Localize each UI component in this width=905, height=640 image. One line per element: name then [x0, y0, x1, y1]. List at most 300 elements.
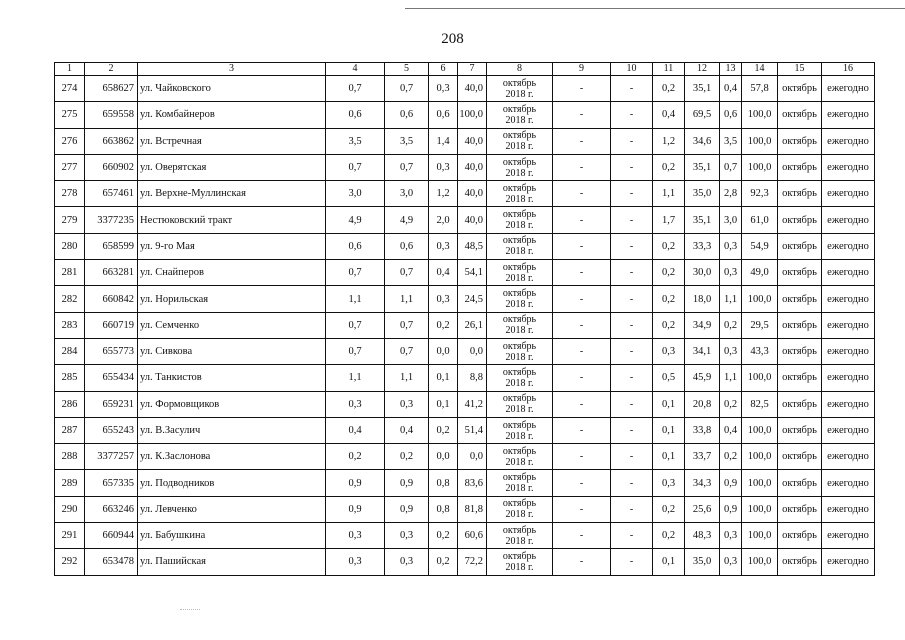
value-cell: 1,1	[326, 365, 385, 391]
column-header: 6	[429, 63, 458, 76]
value-cell: 0,6	[429, 102, 458, 128]
value-cell: 0,0	[458, 338, 487, 364]
num-cell: 279	[55, 207, 85, 233]
code-cell: 660842	[85, 286, 138, 312]
street-cell: ул. Левченко	[138, 496, 326, 522]
month-cell: октябрь	[778, 312, 822, 338]
dash-cell: -	[611, 444, 653, 470]
value-cell: 92,3	[742, 181, 778, 207]
date-line: октябрь	[502, 182, 537, 194]
value-cell: 0,4	[720, 417, 742, 443]
date-line: 2018 г.	[505, 561, 534, 573]
code-cell: 663246	[85, 496, 138, 522]
code-cell: 660719	[85, 312, 138, 338]
month-cell: октябрь	[778, 338, 822, 364]
code-cell: 658599	[85, 233, 138, 259]
street-cell: ул. Бабушкина	[138, 523, 326, 549]
date-line: октябрь	[502, 156, 537, 168]
period-cell: ежегодно	[822, 338, 875, 364]
date-line: 2018 г.	[505, 535, 534, 547]
code-cell: 655434	[85, 365, 138, 391]
month-cell: октябрь	[778, 181, 822, 207]
column-header: 14	[742, 63, 778, 76]
value-cell: 0,2	[429, 549, 458, 575]
value-cell: 0,7	[385, 338, 429, 364]
dash-cell: -	[553, 496, 611, 522]
value-cell: 0,9	[385, 496, 429, 522]
dash-cell: -	[611, 128, 653, 154]
street-cell: ул. Танкистов	[138, 365, 326, 391]
header-row	[55, 63, 875, 76]
dash-cell: -	[611, 102, 653, 128]
value-cell: 57,8	[742, 76, 778, 102]
value-cell: 3,0	[385, 181, 429, 207]
value-cell: 35,1	[685, 207, 720, 233]
value-cell: 0,8	[429, 496, 458, 522]
value-cell: 0,6	[326, 102, 385, 128]
value-cell: 0,4	[429, 260, 458, 286]
value-cell: 0,7	[326, 338, 385, 364]
value-cell: 60,6	[458, 523, 487, 549]
street-cell: ул. Подводников	[138, 470, 326, 496]
value-cell: 18,0	[685, 286, 720, 312]
period-cell: ежегодно	[822, 207, 875, 233]
value-cell: 0,3	[429, 154, 458, 180]
dash-cell: -	[611, 365, 653, 391]
value-cell: 0,3	[720, 338, 742, 364]
value-cell: 0,2	[653, 233, 685, 259]
date-cell	[487, 181, 553, 207]
value-cell: 0,7	[385, 76, 429, 102]
value-cell: 1,1	[385, 286, 429, 312]
top-rule	[405, 8, 905, 9]
date-line: 2018 г.	[505, 483, 534, 495]
value-cell: 0,3	[429, 286, 458, 312]
value-cell: 0,2	[653, 260, 685, 286]
date-line: 2018 г.	[505, 351, 534, 363]
data-table	[54, 62, 875, 576]
value-cell: 3,0	[720, 207, 742, 233]
column-header: 3	[138, 63, 326, 76]
period-cell: ежегодно	[822, 102, 875, 128]
value-cell: 1,1	[653, 181, 685, 207]
date-line: октябрь	[502, 550, 537, 562]
value-cell: 0,2	[720, 444, 742, 470]
date-cell	[487, 286, 553, 312]
period-cell: ежегодно	[822, 444, 875, 470]
value-cell: 100,0	[742, 365, 778, 391]
dash-cell: -	[553, 207, 611, 233]
dash-cell: -	[611, 470, 653, 496]
dash-cell: -	[611, 233, 653, 259]
dash-cell: -	[553, 444, 611, 470]
code-cell: 653478	[85, 549, 138, 575]
value-cell: 0,9	[720, 470, 742, 496]
value-cell: 0,1	[653, 444, 685, 470]
date-line: октябрь	[502, 103, 537, 115]
value-cell: 83,6	[458, 470, 487, 496]
date-cell	[487, 549, 553, 575]
num-cell: 274	[55, 76, 85, 102]
period-cell: ежегодно	[822, 233, 875, 259]
value-cell: 0,2	[653, 76, 685, 102]
value-cell: 1,1	[326, 286, 385, 312]
date-line: 2018 г.	[505, 509, 534, 521]
value-cell: 0,3	[385, 391, 429, 417]
table-row	[55, 365, 875, 391]
value-cell: 33,8	[685, 417, 720, 443]
street-cell: ул. К.Заслонова	[138, 444, 326, 470]
table-row	[55, 286, 875, 312]
num-cell: 285	[55, 365, 85, 391]
value-cell: 0,1	[653, 417, 685, 443]
value-cell: 2,8	[720, 181, 742, 207]
value-cell: 100,0	[742, 128, 778, 154]
value-cell: 82,5	[742, 391, 778, 417]
value-cell: 0,4	[385, 417, 429, 443]
month-cell: октябрь	[778, 128, 822, 154]
value-cell: 29,5	[742, 312, 778, 338]
value-cell: 33,7	[685, 444, 720, 470]
value-cell: 0,3	[429, 233, 458, 259]
column-header: 12	[685, 63, 720, 76]
date-line: 2018 г.	[505, 377, 534, 389]
period-cell: ежегодно	[822, 391, 875, 417]
num-cell: 292	[55, 549, 85, 575]
column-header: 15	[778, 63, 822, 76]
date-cell	[487, 391, 553, 417]
dash-cell: -	[611, 391, 653, 417]
value-cell: 0,0	[458, 444, 487, 470]
value-cell: 33,3	[685, 233, 720, 259]
value-cell: 0,3	[653, 338, 685, 364]
date-line: октябрь	[502, 366, 537, 378]
column-header: 4	[326, 63, 385, 76]
value-cell: 0,0	[429, 444, 458, 470]
street-cell: ул. Комбайнеров	[138, 102, 326, 128]
value-cell: 40,0	[458, 207, 487, 233]
value-cell: 25,6	[685, 496, 720, 522]
date-cell	[487, 312, 553, 338]
table-body	[55, 76, 875, 576]
value-cell: 49,0	[742, 260, 778, 286]
month-cell: октябрь	[778, 260, 822, 286]
street-cell: ул. Норильская	[138, 286, 326, 312]
num-cell: 281	[55, 260, 85, 286]
date-line: октябрь	[502, 498, 537, 510]
column-header: 8	[487, 63, 553, 76]
date-cell	[487, 523, 553, 549]
value-cell: 1,2	[429, 181, 458, 207]
street-cell: ул. Снайперов	[138, 260, 326, 286]
value-cell: 0,2	[720, 312, 742, 338]
num-cell: 277	[55, 154, 85, 180]
value-cell: 45,9	[685, 365, 720, 391]
value-cell: 3,5	[326, 128, 385, 154]
dash-cell: -	[553, 233, 611, 259]
num-cell: 280	[55, 233, 85, 259]
table-row	[55, 470, 875, 496]
value-cell: 1,2	[653, 128, 685, 154]
value-cell: 0,3	[385, 523, 429, 549]
value-cell: 54,1	[458, 260, 487, 286]
date-line: 2018 г.	[505, 456, 534, 468]
value-cell: 0,1	[429, 365, 458, 391]
code-cell: 3377235	[85, 207, 138, 233]
column-header: 11	[653, 63, 685, 76]
value-cell: 0,2	[720, 391, 742, 417]
value-cell: 0,8	[429, 470, 458, 496]
month-cell: октябрь	[778, 417, 822, 443]
value-cell: 0,3	[720, 549, 742, 575]
date-line: октябрь	[502, 130, 537, 142]
date-cell	[487, 444, 553, 470]
table-row	[55, 181, 875, 207]
value-cell: 4,9	[326, 207, 385, 233]
date-line: октябрь	[502, 77, 537, 89]
value-cell: 1,1	[720, 286, 742, 312]
dash-cell: -	[553, 181, 611, 207]
value-cell: 72,2	[458, 549, 487, 575]
table-row	[55, 417, 875, 443]
month-cell: октябрь	[778, 154, 822, 180]
value-cell: 35,0	[685, 181, 720, 207]
date-line: 2018 г.	[505, 430, 534, 442]
table-row	[55, 444, 875, 470]
date-cell	[487, 128, 553, 154]
value-cell: 0,7	[385, 154, 429, 180]
table-row	[55, 154, 875, 180]
dash-cell: -	[553, 338, 611, 364]
num-cell: 289	[55, 470, 85, 496]
value-cell: 0,2	[429, 417, 458, 443]
value-cell: 0,9	[326, 470, 385, 496]
value-cell: 3,5	[385, 128, 429, 154]
date-line: октябрь	[502, 314, 537, 326]
value-cell: 24,5	[458, 286, 487, 312]
dash-cell: -	[611, 312, 653, 338]
street-cell: ул. В.Засулич	[138, 417, 326, 443]
num-cell: 288	[55, 444, 85, 470]
value-cell: 1,1	[720, 365, 742, 391]
value-cell: 100,0	[742, 523, 778, 549]
value-cell: 0,7	[326, 260, 385, 286]
value-cell: 3,0	[326, 181, 385, 207]
value-cell: 0,3	[720, 260, 742, 286]
num-cell: 278	[55, 181, 85, 207]
dash-cell: -	[611, 286, 653, 312]
table-row	[55, 233, 875, 259]
value-cell: 0,3	[653, 470, 685, 496]
period-cell: ежегодно	[822, 260, 875, 286]
value-cell: 0,1	[653, 549, 685, 575]
dash-cell: -	[611, 549, 653, 575]
value-cell: 20,8	[685, 391, 720, 417]
value-cell: 1,4	[429, 128, 458, 154]
date-line: 2018 г.	[505, 246, 534, 258]
value-cell: 34,6	[685, 128, 720, 154]
num-cell: 275	[55, 102, 85, 128]
date-line: октябрь	[502, 472, 537, 484]
value-cell: 34,3	[685, 470, 720, 496]
value-cell: 35,0	[685, 549, 720, 575]
value-cell: 34,9	[685, 312, 720, 338]
date-cell	[487, 76, 553, 102]
column-header: 10	[611, 63, 653, 76]
value-cell: 0,9	[385, 470, 429, 496]
value-cell: 0,2	[429, 523, 458, 549]
value-cell: 81,8	[458, 496, 487, 522]
value-cell: 0,5	[653, 365, 685, 391]
value-cell: 54,9	[742, 233, 778, 259]
value-cell: 1,7	[653, 207, 685, 233]
date-line: 2018 г.	[505, 272, 534, 284]
value-cell: 4,9	[385, 207, 429, 233]
value-cell: 0,2	[653, 286, 685, 312]
code-cell: 663862	[85, 128, 138, 154]
date-line: октябрь	[502, 393, 537, 405]
date-line: октябрь	[502, 261, 537, 273]
num-cell: 283	[55, 312, 85, 338]
date-line: 2018 г.	[505, 114, 534, 126]
date-cell	[487, 338, 553, 364]
value-cell: 0,7	[385, 312, 429, 338]
page-number: 208	[441, 31, 464, 47]
street-cell: ул. Сивкова	[138, 338, 326, 364]
value-cell: 0,7	[326, 154, 385, 180]
period-cell: ежегодно	[822, 286, 875, 312]
period-cell: ежегодно	[822, 523, 875, 549]
code-cell: 660944	[85, 523, 138, 549]
value-cell: 0,7	[326, 76, 385, 102]
month-cell: октябрь	[778, 470, 822, 496]
period-cell: ежегодно	[822, 417, 875, 443]
dash-cell: -	[611, 260, 653, 286]
dash-cell: -	[553, 102, 611, 128]
column-header: 1	[55, 63, 85, 76]
value-cell: 0,2	[429, 312, 458, 338]
table-row	[55, 523, 875, 549]
num-cell: 291	[55, 523, 85, 549]
value-cell: 0,2	[653, 523, 685, 549]
dash-cell: -	[553, 286, 611, 312]
value-cell: 40,0	[458, 154, 487, 180]
column-header: 5	[385, 63, 429, 76]
street-cell: ул. 9-го Мая	[138, 233, 326, 259]
value-cell: 100,0	[742, 470, 778, 496]
value-cell: 69,5	[685, 102, 720, 128]
date-line: октябрь	[502, 209, 537, 221]
month-cell: октябрь	[778, 286, 822, 312]
dash-cell: -	[611, 181, 653, 207]
dash-cell: -	[611, 496, 653, 522]
table-row	[55, 549, 875, 575]
code-cell: 657461	[85, 181, 138, 207]
num-cell: 284	[55, 338, 85, 364]
period-cell: ежегодно	[822, 154, 875, 180]
value-cell: 48,3	[685, 523, 720, 549]
date-line: октябрь	[502, 235, 537, 247]
value-cell: 100,0	[742, 496, 778, 522]
dash-cell: -	[553, 365, 611, 391]
date-cell	[487, 470, 553, 496]
dash-cell: -	[611, 76, 653, 102]
date-cell	[487, 260, 553, 286]
value-cell: 51,4	[458, 417, 487, 443]
dash-cell: -	[553, 312, 611, 338]
value-cell: 35,1	[685, 76, 720, 102]
value-cell: 0,1	[653, 391, 685, 417]
table-row	[55, 76, 875, 102]
value-cell: 100,0	[458, 102, 487, 128]
footer-mark	[180, 609, 200, 610]
value-cell: 100,0	[742, 417, 778, 443]
period-cell: ежегодно	[822, 312, 875, 338]
value-cell: 1,1	[385, 365, 429, 391]
date-cell	[487, 102, 553, 128]
value-cell: 40,0	[458, 76, 487, 102]
value-cell: 0,9	[326, 496, 385, 522]
value-cell: 100,0	[742, 154, 778, 180]
column-header: 2	[85, 63, 138, 76]
code-cell: 659558	[85, 102, 138, 128]
date-line: октябрь	[502, 445, 537, 457]
value-cell: 100,0	[742, 286, 778, 312]
date-line: октябрь	[502, 419, 537, 431]
value-cell: 0,3	[385, 549, 429, 575]
value-cell: 3,5	[720, 128, 742, 154]
dash-cell: -	[553, 391, 611, 417]
period-cell: ежегодно	[822, 181, 875, 207]
date-line: 2018 г.	[505, 88, 534, 100]
period-cell: ежегодно	[822, 128, 875, 154]
value-cell: 0,3	[429, 76, 458, 102]
code-cell: 3377257	[85, 444, 138, 470]
dash-cell: -	[553, 470, 611, 496]
dash-cell: -	[553, 76, 611, 102]
date-line: 2018 г.	[505, 193, 534, 205]
month-cell: октябрь	[778, 365, 822, 391]
date-line: 2018 г.	[505, 141, 534, 153]
month-cell: октябрь	[778, 444, 822, 470]
value-cell: 0,7	[720, 154, 742, 180]
date-cell	[487, 365, 553, 391]
date-line: 2018 г.	[505, 167, 534, 179]
value-cell: 0,4	[653, 102, 685, 128]
table-row	[55, 312, 875, 338]
month-cell: октябрь	[778, 76, 822, 102]
dash-cell: -	[553, 260, 611, 286]
month-cell: октябрь	[778, 496, 822, 522]
date-cell	[487, 496, 553, 522]
dash-cell: -	[611, 417, 653, 443]
value-cell: 0,2	[653, 154, 685, 180]
value-cell: 0,3	[720, 523, 742, 549]
date-line: 2018 г.	[505, 220, 534, 232]
value-cell: 0,1	[429, 391, 458, 417]
street-cell: ул. Семченко	[138, 312, 326, 338]
month-cell: октябрь	[778, 233, 822, 259]
date-cell	[487, 154, 553, 180]
value-cell: 30,0	[685, 260, 720, 286]
dash-cell: -	[553, 417, 611, 443]
period-cell: ежегодно	[822, 365, 875, 391]
value-cell: 0,6	[720, 102, 742, 128]
value-cell: 100,0	[742, 444, 778, 470]
column-header: 16	[822, 63, 875, 76]
value-cell: 0,6	[385, 233, 429, 259]
street-cell: ул. Верхне-Муллинская	[138, 181, 326, 207]
